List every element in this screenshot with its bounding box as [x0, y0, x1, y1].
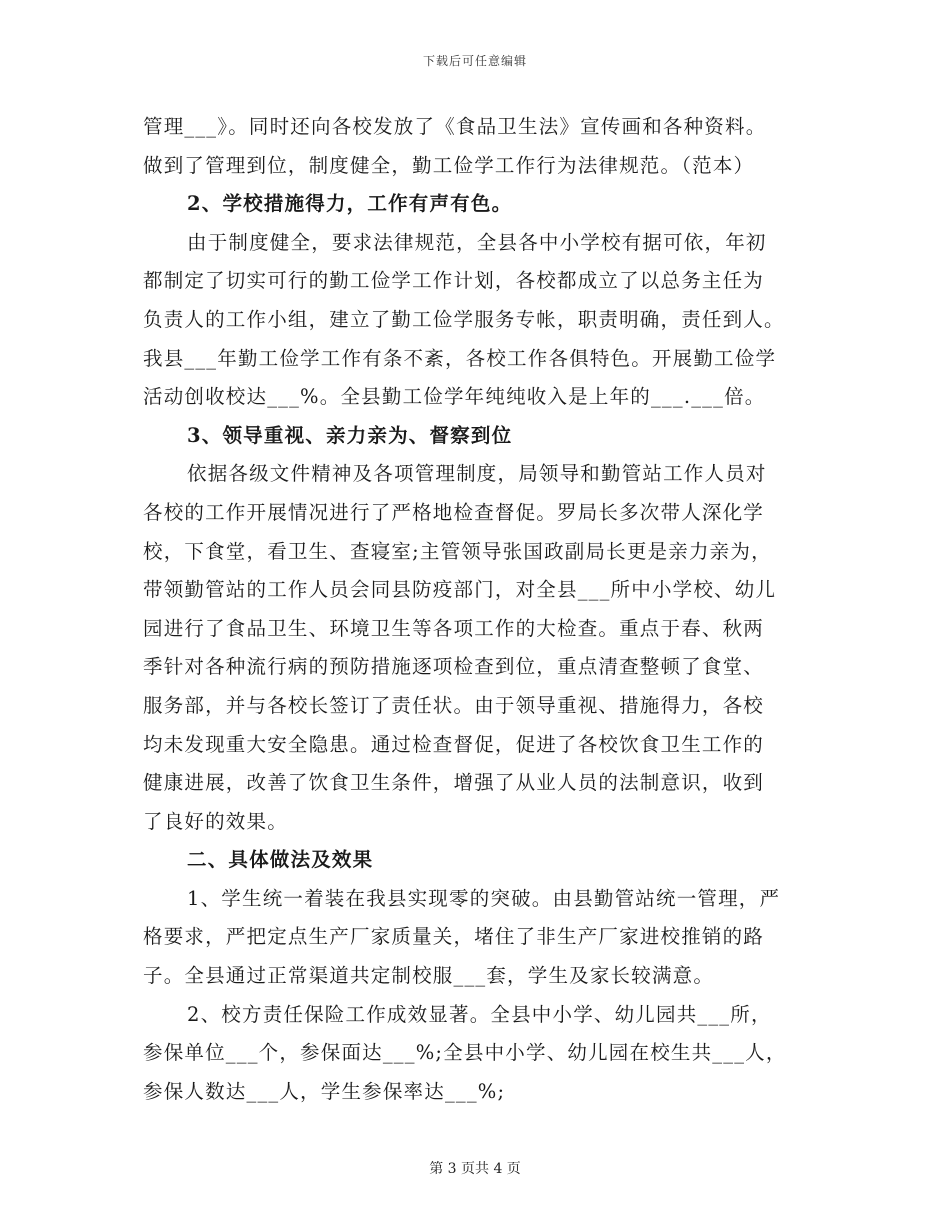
text-line: 参保单位___个，参保面达___%;全县中小学、幼儿园在校生共___人， [143, 1041, 787, 1065]
document-body [143, 108, 811, 1111]
section-heading: 二、具体做法及效果 [187, 848, 374, 872]
text-line: 了良好的效果。 [143, 809, 288, 833]
text-line: 季针对各种流行病的预防措施逐项检查到位，重点清查整顿了食堂、 [143, 655, 765, 679]
text-line: 做到了管理到位，制度健全，勤工俭学工作行为法律规范。（范本） [143, 153, 755, 177]
text-line: 带领勤管站的工作人员会同县防疫部门，对全县___所中小学校、幼儿 [143, 578, 777, 602]
text-line: 活动创收校达___%。全县勤工俭学年纯纯收入是上年的___.___倍。 [143, 385, 766, 409]
text-line: 各校的工作开展情况进行了严格地检查督促。罗局长多次带人深化学 [143, 500, 765, 524]
text-line: 2、校方责任保险工作成效显著。全县中小学、幼儿园共___所， [187, 1002, 772, 1026]
text-line: 都制定了切实可行的勤工俭学工作计划，各校都成立了以总务主任为 [143, 269, 765, 293]
text-line: 格要求，严把定点生产厂家质量关，堵住了非生产厂家进校推销的路 [143, 925, 765, 949]
text-line: 我县___年勤工俭学工作有条不紊，各校工作各俱特色。开展勤工俭学 [143, 346, 777, 370]
text-line: 由于制度健全，要求法律规范，全县各中小学校有据可依，年初 [187, 230, 767, 254]
text-line: 1、学生统一着装在我县实现零的突破。由县勤管站统一管理，严 [187, 886, 781, 910]
section-heading: 3、领导重视、亲力亲为、督察到位 [187, 423, 513, 447]
text-line: 依据各级文件精神及各项管理制度，局领导和勤管站工作人员对 [187, 462, 767, 486]
text-line: 服务部，并与各校长签订了责任状。由于领导重视、措施得力，各校 [143, 693, 765, 717]
text-line: 参保人数达___人，学生参保率达___%; [143, 1079, 506, 1103]
page-header: 下载后可任意编辑 [422, 54, 527, 68]
text-line: 子。全县通过正常渠道共定制校服___套，学生及家长较满意。 [143, 964, 715, 988]
text-line: 校，下食堂，看卫生、查寝室;主管领导张国政副局长更是亲力亲为， [143, 539, 772, 563]
text-line: 园进行了食品卫生、环境卫生等各项工作的大检查。重点于春、秋两 [143, 616, 765, 640]
text-line: 负责人的工作小组，建立了勤工俭学服务专帐，职责明确，责任到人。 [143, 307, 785, 331]
text-line: 健康进展，改善了饮食卫生条件，增强了从业人员的法制意识，收到 [143, 771, 765, 795]
text-line: 均未发现重大安全隐患。通过检查督促，促进了各校饮食卫生工作的 [143, 732, 765, 756]
page-footer: 第 3 页共 4 页 [429, 1161, 521, 1177]
section-heading: 2、学校措施得力，工作有声有色。 [187, 192, 513, 216]
text-line: 管理___》。同时还向各校发放了《食品卫生法》宣传画和各种资料。 [143, 115, 767, 138]
